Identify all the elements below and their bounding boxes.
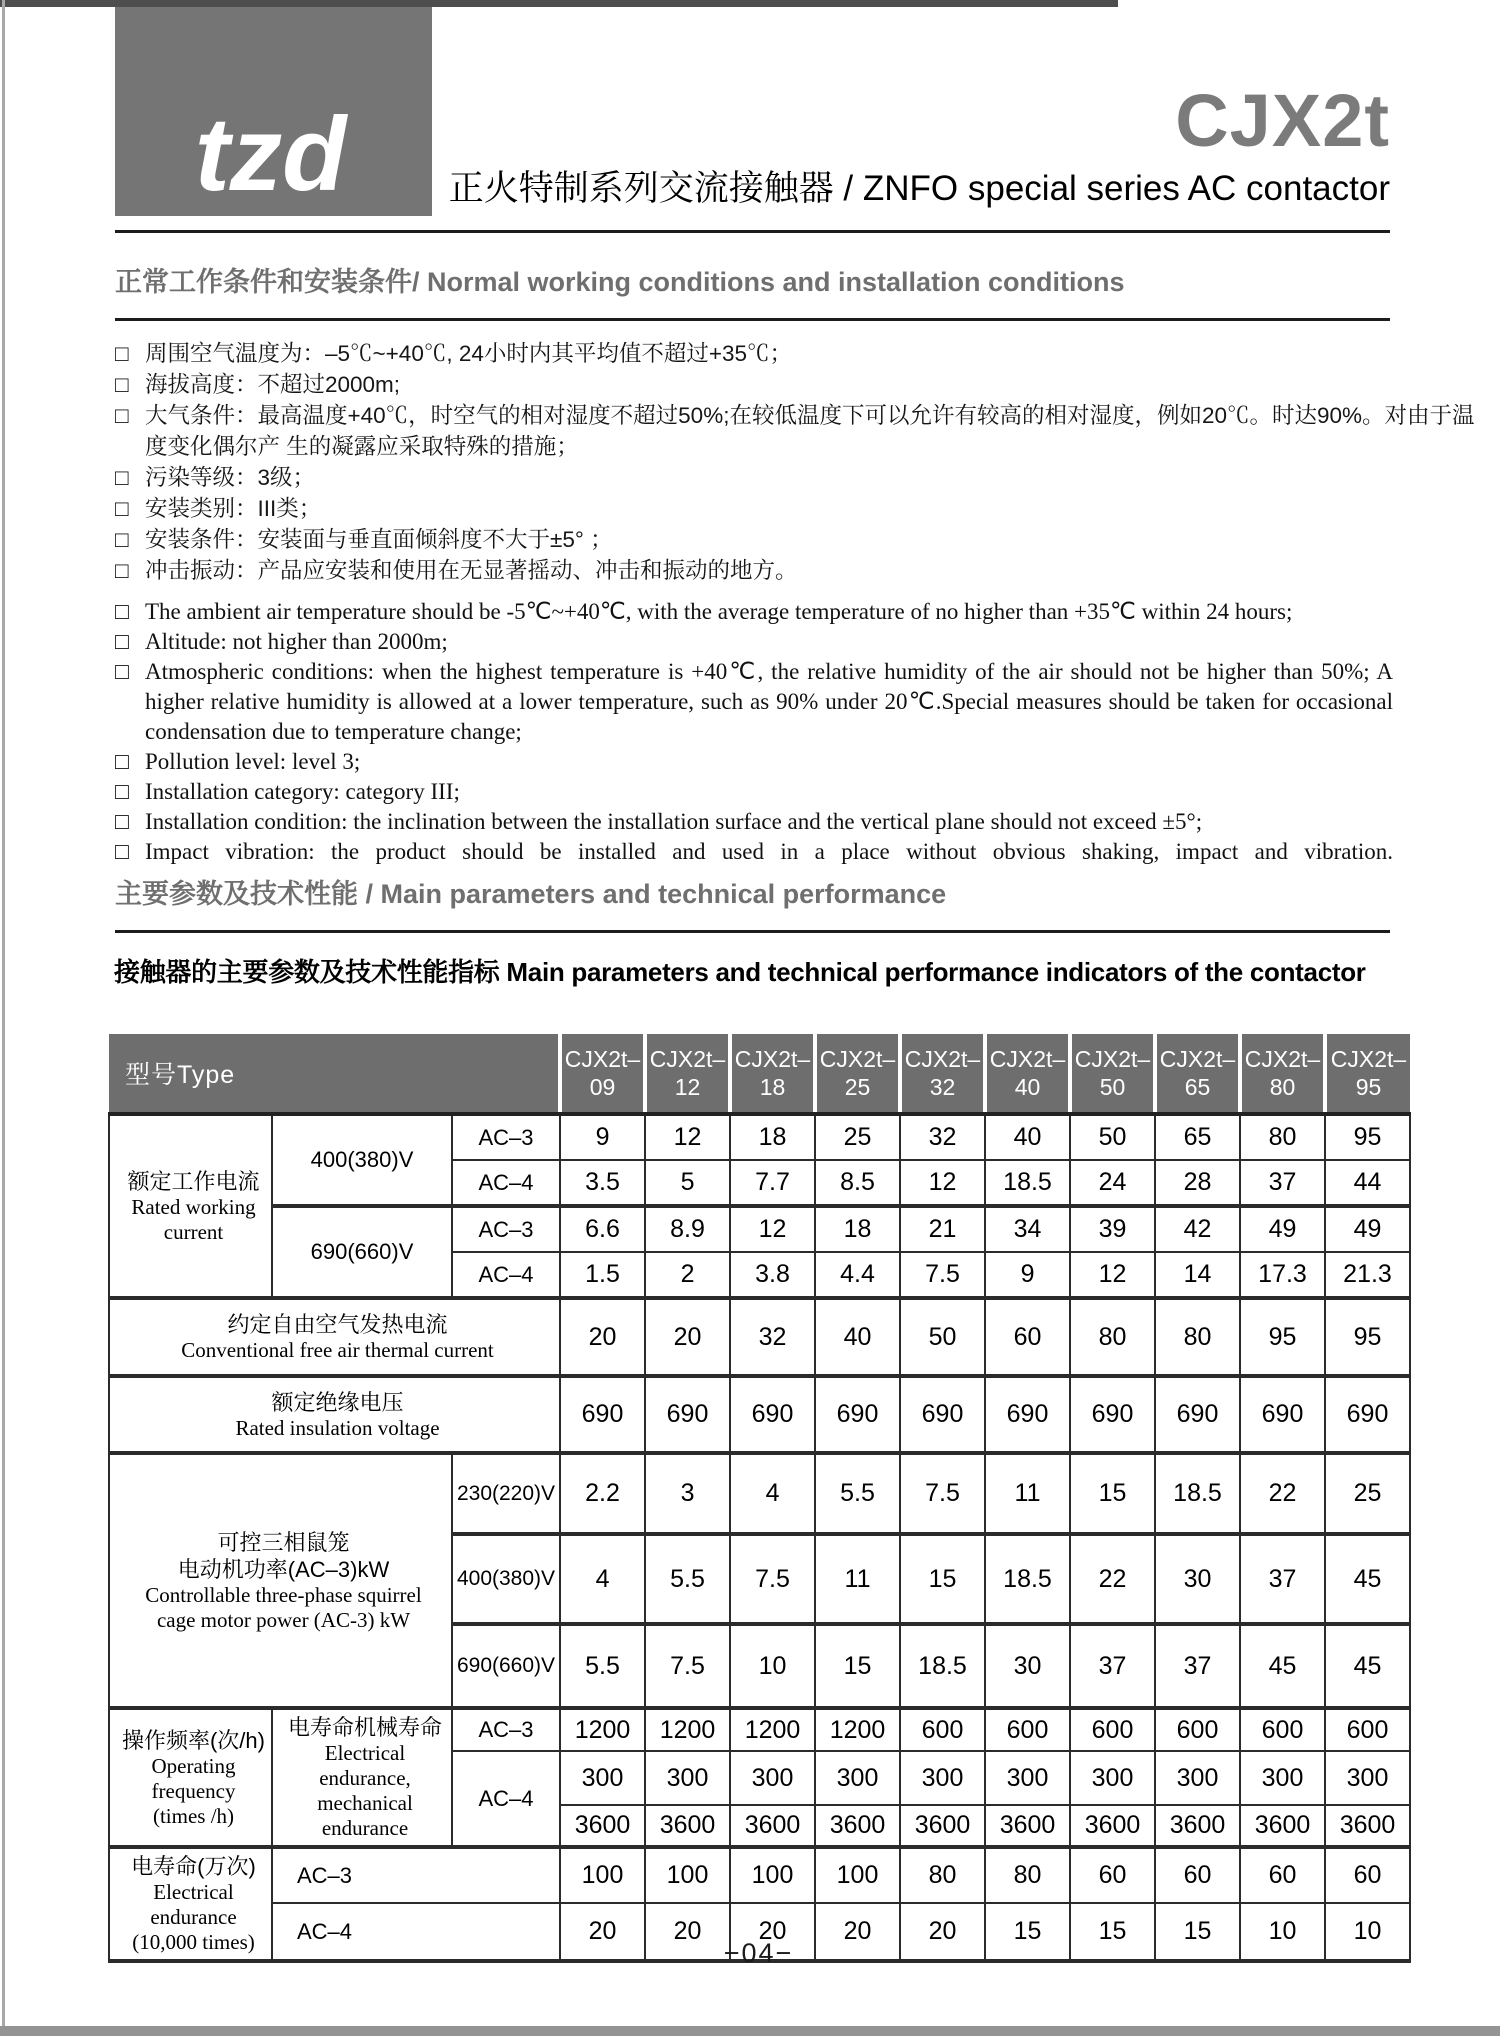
value-cell: 10: [1325, 1903, 1410, 1961]
value-cell: 4.4: [815, 1252, 900, 1298]
value-cell: 100: [560, 1847, 645, 1903]
value-cell: 18.5: [985, 1160, 1070, 1206]
value-cell: 39: [1070, 1206, 1155, 1252]
value-cell: 3600: [1325, 1805, 1410, 1847]
table-row: [109, 1114, 1410, 1160]
column-header-model: CJX2t– 65: [1155, 1034, 1240, 1114]
condition-item: [115, 777, 1393, 807]
checkbox-marker: □: [115, 372, 129, 397]
condition-item: [115, 400, 1475, 462]
left-border-line: [2, 0, 5, 2036]
value-cell: 6.6: [560, 1206, 645, 1252]
value-cell: 3600: [1240, 1805, 1325, 1847]
condition-text: [145, 597, 1393, 627]
value-cell: 1200: [815, 1708, 900, 1751]
value-cell: 95: [1325, 1114, 1410, 1160]
value-cell: 3600: [1155, 1805, 1240, 1847]
value-cell: 1200: [645, 1708, 730, 1751]
value-cell: 18.5: [985, 1534, 1070, 1624]
value-cell: 20: [645, 1298, 730, 1376]
value-cell: 21.3: [1325, 1252, 1410, 1298]
category-label: AC–4: [272, 1903, 560, 1961]
condition-text: [145, 747, 1393, 777]
label-en: frequency: [151, 1778, 236, 1803]
condition-text: [145, 777, 1393, 807]
value-cell: 5.5: [560, 1624, 645, 1708]
condition-item: [115, 747, 1393, 777]
value-cell: 300: [645, 1751, 730, 1805]
condition-text: [145, 462, 1393, 493]
value-cell: 60: [1070, 1847, 1155, 1903]
table-header-row: [109, 1034, 1410, 1114]
value-cell: 300: [1155, 1751, 1240, 1805]
condition-text: [145, 369, 1393, 400]
condition-text: [145, 400, 1475, 462]
value-cell: 44: [1325, 1160, 1410, 1206]
condition-line: Pollution level: level 3;: [145, 749, 361, 774]
value-cell: 3.8: [730, 1252, 815, 1298]
value-cell: 80: [1240, 1114, 1325, 1160]
checkbox-marker: □: [115, 629, 129, 654]
page-number: −04−: [723, 1938, 794, 1968]
label-zh: 额定工作电流: [127, 1168, 260, 1194]
category-label: AC–4: [452, 1252, 560, 1298]
value-cell: 34: [985, 1206, 1070, 1252]
label-en: Electrical: [324, 1741, 406, 1765]
checkbox-marker: □: [115, 839, 129, 864]
value-cell: 37: [1155, 1624, 1240, 1708]
value-cell: 60: [1155, 1847, 1240, 1903]
column-header-model: CJX2t– 50: [1070, 1034, 1155, 1114]
value-cell: 80: [1070, 1298, 1155, 1376]
value-cell: 32: [900, 1114, 985, 1160]
value-cell: 45: [1325, 1534, 1410, 1624]
top-border-strip: [0, 0, 1118, 7]
condition-line: 冲击振动：产品应安装和使用在无显著摇动、冲击和振动的地方。: [145, 558, 798, 583]
condition-line: 安装类别：III类；: [145, 496, 322, 521]
value-cell: 2.2: [560, 1453, 645, 1534]
parameters-divider: [115, 930, 1390, 933]
column-header-model: CJX2t– 18: [730, 1034, 815, 1114]
checkbox-marker: □: [115, 779, 129, 804]
value-cell: 80: [1155, 1298, 1240, 1376]
voltage-label: 690(660)V: [272, 1206, 452, 1298]
condition-line: 污染等级：3级；: [145, 465, 316, 490]
value-cell: 690: [985, 1376, 1070, 1453]
condition-item: [115, 807, 1393, 837]
value-cell: 7.7: [730, 1160, 815, 1206]
value-cell: 37: [1240, 1160, 1325, 1206]
value-cell: 4: [730, 1453, 815, 1534]
value-cell: 60: [985, 1298, 1070, 1376]
value-cell: 3600: [900, 1805, 985, 1847]
label-en: (times /h): [152, 1803, 235, 1828]
value-cell: 24: [1070, 1160, 1155, 1206]
value-cell: 600: [1240, 1708, 1325, 1751]
condition-line: Installation category: category III;: [145, 779, 460, 804]
value-cell: 12: [900, 1160, 985, 1206]
label-en: endurance: [150, 1905, 237, 1929]
category-label: AC–3: [452, 1206, 560, 1252]
value-cell: 300: [1070, 1751, 1155, 1805]
value-cell: 600: [1155, 1708, 1240, 1751]
value-cell: 12: [730, 1206, 815, 1252]
value-cell: 60: [1240, 1847, 1325, 1903]
value-cell: 15: [1070, 1453, 1155, 1534]
condition-line: Impact vibration: the product should be installed and used in a place without obvious shaking, impact and vibration.: [145, 839, 1393, 864]
value-cell: 1200: [730, 1708, 815, 1751]
category-label: AC–4: [452, 1160, 560, 1206]
section-divider: [115, 318, 1390, 321]
voltage-label: 690(660)V: [452, 1624, 560, 1708]
column-header-model: CJX2t– 80: [1240, 1034, 1325, 1114]
condition-item: [115, 837, 1393, 867]
label-en: (10,000 times): [132, 1930, 255, 1954]
label-en: Operating: [151, 1753, 236, 1778]
value-cell: 30: [1155, 1534, 1240, 1624]
value-cell: 12: [645, 1114, 730, 1160]
value-cell: 3: [645, 1453, 730, 1534]
category-label: AC–3: [272, 1847, 560, 1903]
value-cell: 3600: [730, 1805, 815, 1847]
product-code-title: CJX2t: [1175, 79, 1390, 162]
condition-text: [145, 627, 1393, 657]
condition-item: [115, 627, 1393, 657]
value-cell: 15: [1155, 1903, 1240, 1961]
condition-item: [115, 369, 1393, 400]
bottom-border-strip: [0, 2026, 1500, 2036]
value-cell: 300: [985, 1751, 1070, 1805]
value-cell: 8.9: [645, 1206, 730, 1252]
value-cell: 65: [1155, 1114, 1240, 1160]
checkbox-marker: □: [115, 341, 129, 366]
label-en: mechanical: [317, 1791, 413, 1815]
value-cell: 40: [985, 1114, 1070, 1160]
value-cell: 600: [1325, 1708, 1410, 1751]
value-cell: 7.5: [900, 1453, 985, 1534]
checkbox-marker: □: [115, 527, 129, 552]
type-column-header: 型号Type: [109, 1034, 560, 1114]
condition-text: [145, 555, 1393, 586]
value-cell: 690: [1240, 1376, 1325, 1453]
value-cell: 1.5: [560, 1252, 645, 1298]
table-row: [109, 1376, 1410, 1453]
checkbox-marker: □: [115, 465, 129, 490]
condition-line: Installation condition: the inclination between the installation surface and the vertical plane should not exceed ±5°;: [145, 809, 1203, 834]
condition-text: [145, 807, 1393, 837]
value-cell: 2: [645, 1252, 730, 1298]
value-cell: 37: [1240, 1534, 1325, 1624]
value-cell: 690: [560, 1376, 645, 1453]
table-row: [109, 1206, 1410, 1252]
value-cell: 300: [560, 1751, 645, 1805]
condition-line: 度变化偶尔产 生的凝露应采取特殊的措施；: [145, 434, 579, 459]
value-cell: 9: [560, 1114, 645, 1160]
value-cell: 3600: [985, 1805, 1070, 1847]
value-cell: 32: [730, 1298, 815, 1376]
checkbox-marker: □: [115, 809, 129, 834]
column-header-model: CJX2t– 25: [815, 1034, 900, 1114]
value-cell: 3.5: [560, 1160, 645, 1206]
row-label-operating-frequency: [109, 1708, 272, 1847]
label-en: current: [163, 1219, 224, 1244]
value-cell: 11: [815, 1534, 900, 1624]
condition-line: 安装条件：安装面与垂直面倾斜度不大于±5° ；: [145, 527, 613, 552]
label-zh: 额定绝缘电压: [271, 1389, 404, 1415]
product-subtitle: 正火特制系列交流接触器 / ZNFO special series AC contactor: [448, 169, 1390, 208]
value-cell: 7.5: [730, 1534, 815, 1624]
value-cell: 49: [1240, 1206, 1325, 1252]
checkbox-marker: □: [115, 749, 129, 774]
value-cell: 4: [560, 1534, 645, 1624]
voltage-label: 400(380)V: [452, 1534, 560, 1624]
condition-line: The ambient air temperature should be -5℃~+40℃, with the average temperature of no higher than +35℃ within 24 hours;: [145, 599, 1293, 624]
value-cell: 10: [730, 1624, 815, 1708]
checkbox-marker: □: [115, 403, 129, 428]
voltage-label: 400(380)V: [272, 1114, 452, 1206]
value-cell: 600: [1070, 1708, 1155, 1751]
value-cell: 14: [1155, 1252, 1240, 1298]
value-cell: 50: [900, 1298, 985, 1376]
value-cell: 690: [730, 1376, 815, 1453]
value-cell: 600: [985, 1708, 1070, 1751]
value-cell: 9: [985, 1252, 1070, 1298]
parameters-table: [108, 1034, 1411, 1963]
label-en: Rated working: [131, 1194, 256, 1219]
label-en: cage motor power (AC-3) kW: [156, 1607, 411, 1632]
value-cell: 45: [1325, 1624, 1410, 1708]
label-en: endurance: [321, 1816, 409, 1840]
table-row: [109, 1453, 1410, 1534]
value-cell: 50: [1070, 1114, 1155, 1160]
value-cell: 15: [1070, 1903, 1155, 1961]
checkbox-marker: □: [115, 558, 129, 583]
value-cell: 95: [1325, 1298, 1410, 1376]
label-zh: 电寿命(万次): [131, 1854, 256, 1879]
condition-text: [145, 338, 1393, 369]
value-cell: 100: [730, 1847, 815, 1903]
label-en: Rated insulation voltage: [235, 1415, 440, 1440]
value-cell: 100: [645, 1847, 730, 1903]
column-header-model: CJX2t– 95: [1325, 1034, 1410, 1114]
brand-logo-text: tzd: [194, 96, 347, 214]
label-zh: 操作频率(次/h): [121, 1727, 265, 1753]
category-label: AC–3: [452, 1708, 560, 1751]
value-cell: 100: [815, 1847, 900, 1903]
value-cell: 42: [1155, 1206, 1240, 1252]
condition-item: [115, 493, 1393, 524]
conditions-list-zh: [115, 338, 1475, 586]
value-cell: 18: [730, 1114, 815, 1160]
value-cell: 40: [815, 1298, 900, 1376]
value-cell: 300: [730, 1751, 815, 1805]
condition-text: [145, 493, 1393, 524]
column-header-model: CJX2t– 09: [560, 1034, 645, 1114]
value-cell: 37: [1070, 1624, 1155, 1708]
column-header-model: CJX2t– 12: [645, 1034, 730, 1114]
label-zh: 电寿命机械寿命: [287, 1715, 442, 1740]
value-cell: 11: [985, 1453, 1070, 1534]
value-cell: 22: [1070, 1534, 1155, 1624]
value-cell: 20: [730, 1903, 815, 1961]
value-cell: 300: [1325, 1751, 1410, 1805]
voltage-label: 230(220)V: [452, 1453, 560, 1534]
condition-text: [145, 524, 1393, 555]
label-en: Controllable three-phase squirrel: [145, 1582, 422, 1607]
value-cell: 18: [815, 1206, 900, 1252]
value-cell: 30: [985, 1624, 1070, 1708]
value-cell: 300: [900, 1751, 985, 1805]
value-cell: 7.5: [645, 1624, 730, 1708]
condition-item: [115, 657, 1393, 747]
brand-logo-box: [115, 7, 432, 216]
condition-item: [115, 524, 1393, 555]
condition-line: Altitude: not higher than 2000m;: [145, 629, 448, 654]
value-cell: 95: [1240, 1298, 1325, 1376]
value-cell: 5.5: [645, 1534, 730, 1624]
label-zh: 可控三相鼠笼: [217, 1529, 350, 1555]
category-label: AC–4: [452, 1751, 560, 1847]
value-cell: 20: [560, 1298, 645, 1376]
row-label-endurance-life: [272, 1708, 452, 1847]
value-cell: 12: [1070, 1252, 1155, 1298]
value-cell: 690: [645, 1376, 730, 1453]
value-cell: 3600: [560, 1805, 645, 1847]
condition-item: [115, 462, 1393, 493]
table-row: [109, 1708, 1410, 1751]
value-cell: 20: [645, 1903, 730, 1961]
value-cell: 20: [900, 1903, 985, 1961]
table-row: [109, 1298, 1410, 1376]
category-label: AC–3: [452, 1114, 560, 1160]
condition-text: [145, 837, 1393, 867]
column-header-model: CJX2t– 40: [985, 1034, 1070, 1114]
value-cell: 17.3: [1240, 1252, 1325, 1298]
value-cell: 45: [1240, 1624, 1325, 1708]
row-label-rated-current: [109, 1114, 272, 1298]
value-cell: 18.5: [900, 1624, 985, 1708]
value-cell: 28: [1155, 1160, 1240, 1206]
condition-text: [145, 657, 1393, 747]
checkbox-marker: □: [115, 599, 129, 624]
conditions-list-en: [115, 597, 1393, 867]
section-heading-working-conditions: 正常工作条件和安装条件/ Normal working conditions and installation conditions: [115, 267, 1125, 297]
row-label-motor-power: [109, 1453, 452, 1708]
value-cell: 3600: [645, 1805, 730, 1847]
label-zh: 电动机功率(AC–3)kW: [177, 1556, 390, 1582]
value-cell: 5.5: [815, 1453, 900, 1534]
condition-line: Atmospheric conditions: when the highest temperature is +40℃, the relative humidity of the air should not be higher than 50%; A higher relative humidity is allowed at a lower temperature, such as 90% under 20℃.Special measures should be taken for occasional condensation due to temperature change;: [145, 659, 1393, 744]
value-cell: 690: [900, 1376, 985, 1453]
value-cell: 15: [815, 1624, 900, 1708]
condition-item: [115, 555, 1393, 586]
row-label-insulation-voltage: [109, 1376, 560, 1453]
checkbox-marker: □: [115, 659, 129, 684]
value-cell: 690: [1325, 1376, 1410, 1453]
value-cell: 1200: [560, 1708, 645, 1751]
value-cell: 5: [645, 1160, 730, 1206]
label-en: Conventional free air thermal current: [181, 1338, 494, 1362]
value-cell: 10: [1240, 1903, 1325, 1961]
value-cell: 18.5: [1155, 1453, 1240, 1534]
value-cell: 690: [815, 1376, 900, 1453]
value-cell: 20: [815, 1903, 900, 1961]
header-divider: [115, 230, 1390, 233]
checkbox-marker: □: [115, 496, 129, 521]
label-en: Electrical: [153, 1880, 234, 1904]
value-cell: 25: [1325, 1453, 1410, 1534]
value-cell: 21: [900, 1206, 985, 1252]
value-cell: 8.5: [815, 1160, 900, 1206]
condition-item: [115, 597, 1393, 627]
value-cell: 60: [1325, 1847, 1410, 1903]
condition-item: [115, 338, 1393, 369]
value-cell: 7.5: [900, 1252, 985, 1298]
table-title: 接触器的主要参数及技术性能指标 Main parameters and technical performance indicators of the contactor: [114, 957, 1366, 987]
value-cell: 80: [985, 1847, 1070, 1903]
value-cell: 25: [815, 1114, 900, 1160]
condition-line: 大气条件：最高温度+40℃，时空气的相对湿度不超过50%;在较低温度下可以允许有较高的相对湿度，例如20℃。时达90%。对由于温: [145, 403, 1475, 428]
value-cell: 15: [985, 1903, 1070, 1961]
label-en: endurance,: [319, 1766, 411, 1790]
value-cell: 20: [560, 1903, 645, 1961]
value-cell: 3600: [1070, 1805, 1155, 1847]
column-header-model: CJX2t– 32: [900, 1034, 985, 1114]
value-cell: 3600: [815, 1805, 900, 1847]
value-cell: 22: [1240, 1453, 1325, 1534]
condition-line: 周围空气温度为：–5℃~+40℃, 24小时内其平均值不超过+35℃；: [145, 341, 793, 366]
value-cell: 15: [900, 1534, 985, 1624]
value-cell: 600: [900, 1708, 985, 1751]
row-label-thermal-current: [109, 1298, 560, 1376]
table-row: [109, 1847, 1410, 1903]
value-cell: 300: [815, 1751, 900, 1805]
section-heading-parameters: 主要参数及技术性能 / Main parameters and technical performance: [115, 879, 947, 909]
value-cell: 690: [1070, 1376, 1155, 1453]
value-cell: 690: [1155, 1376, 1240, 1453]
value-cell: 49: [1325, 1206, 1410, 1252]
value-cell: 300: [1240, 1751, 1325, 1805]
value-cell: 80: [900, 1847, 985, 1903]
label-zh: 约定自由空气发热电流: [227, 1312, 448, 1337]
condition-line: 海拔高度：不超过2000m;: [145, 372, 401, 397]
